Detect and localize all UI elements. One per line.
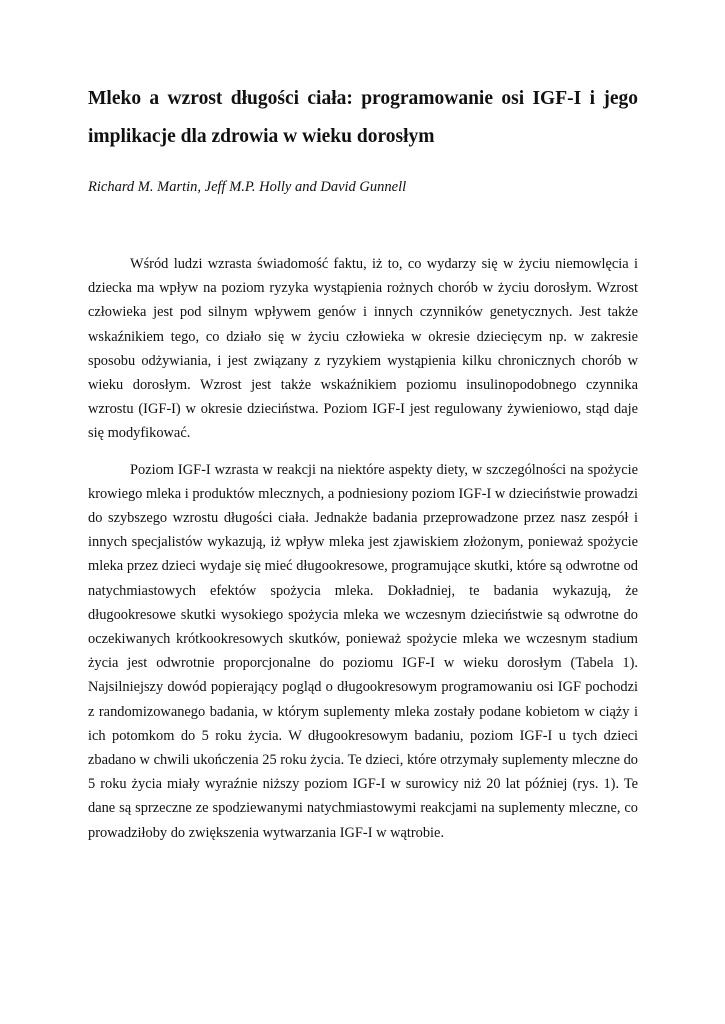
document-body — [88, 252, 638, 845]
body-paragraph-2: Poziom IGF-I wzrasta w reakcji na niektóre aspekty diety, w szczególności na spożycie krowiego mleka i produktów mlecznych, a podniesiony poziom IGF-I w dzieciństwie prowadzi do szybszego wzrostu długości ciała. Jednakże badania przeprowadzone przez nasz zespół i innych specjalistów wykazują, iż wpływ mleka jest zjawiskiem złożonym, ponieważ spożycie mleka przez dzieci wydaje się mieć długookresowe, programujące skutki, które są odwrotne od natychmiastowych efektów spożycia mleka. Dokładniej, te badania wykazują, że długookresowe skutki wysokiego spożycia mleka we wczesnym dzieciństwie są odwrotne do oczekiwanych krótkookresowych skutków, ponieważ spożycie mleka we wczesnym stadium życia jest odwrotnie proporcjonalne do poziomu IGF-I w wieku dorosłym (Tabela 1). Najsilniejszy dowód popierający pogląd o długookresowym programowaniu osi IGF pochodzi z randomizowanego badania, w którym suplementy mleka zostały podane kobietom w ciąży i ich potomkom do 5 roku życia. W długookresowym badaniu, poziom IGF-I u tych dzieci zbadano w chwili ukończenia 25 roku życia. Te dzieci, które otrzymały suplementy mleczne do 5 roku życia miały wyraźnie niższy poziom IGF-I w surowicy niż 20 lat później (rys. 1). Te dane są sprzeczne ze spodziewanymi natychmiastowymi reakcjami na suplementy mleczne, co prowadziłoby do zwiększenia wytwarzania IGF-I w wątrobie. — [88, 461, 638, 841]
body-paragraph-1: Wśród ludzi wzrasta świadomość faktu, iż to, co wydarzy się w życiu niemowlęcia i dziecka ma wpływ na poziom ryzyka wystąpienia rożnych chorób w życiu dorosłym. Wzrost człowieka jest pod silnym wpływem genów i innych czynników genetycznych. Jest także wskaźnikiem tego, co działo się w życiu człowieka w okresie dziecięcym np. w zakresie sposobu odżywiania, i jest związany z ryzykiem wystąpienia kilku chronicznych chorób w wieku dorosłym. Wzrost jest także wskaźnikiem poziomu insulinopodobnego czynnika wzrostu (IGF-I) w okresie dzieciństwa. Poziom IGF-I jest regulowany żywieniowo, stąd daje się modyfikować. — [88, 256, 638, 442]
document-authors: Richard M. Martin, Jeff M.P. Holly and David Gunnell — [88, 179, 407, 195]
document-page — [88, 80, 638, 845]
document-title: Mleko a wzrost długości ciała: programowanie osi IGF-I i jego implikacje dla zdrowia w wieku dorosłym — [88, 88, 638, 147]
